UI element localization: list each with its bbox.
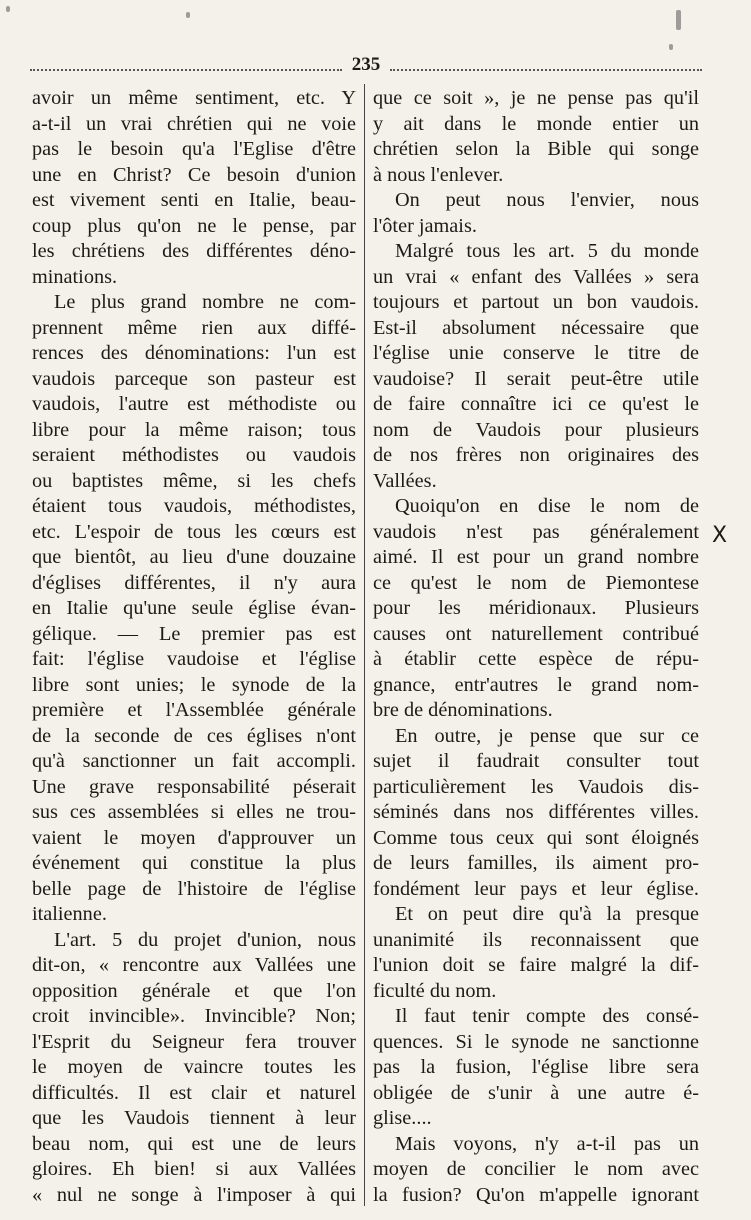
text-line: belle page de l'histoire de l'église [32, 877, 356, 900]
text-line: moyen de concilier le nom avec [373, 1158, 699, 1180]
text-line: Malgré tous les art. 5 du monde [395, 240, 699, 262]
text-line: à établir cette espèce de répu- [373, 648, 699, 670]
text-line: prennent même rien aux diffé- [32, 316, 356, 339]
text-line: beau nom, qui est une de leurs [32, 1132, 356, 1155]
text-line: italienne. [32, 903, 107, 925]
text-line: qu'à sanctionner un fait accompli. [32, 750, 356, 772]
text-line: Et on peut dire qu'à la presque [395, 903, 699, 925]
text-line: On peut nous l'envier, nous [395, 189, 699, 211]
text-line: unanimité ils reconnaissent que [373, 928, 699, 951]
text-line: difficultés. Il est clair et naturel [32, 1081, 356, 1104]
text-line: de nos frères non originaires des [373, 444, 699, 466]
text-line: bre de dénominations. [373, 699, 553, 721]
print-speck [186, 12, 190, 18]
text-line: aimé. Il est pour un grand nombre [373, 546, 699, 568]
text-line: croit invincible». Invincible? Non; [32, 1005, 356, 1027]
text-line: vaient le moyen d'approuver un [32, 826, 356, 849]
text-line: les chrétiens des différentes déno- [32, 240, 356, 262]
text-line: rences des dénominations: l'un est [32, 342, 356, 364]
page-number: 235 [351, 54, 381, 75]
text-line: chrétien selon la Bible qui songe [373, 138, 699, 160]
text-line: le moyen de vaincre toutes les [32, 1056, 356, 1078]
text-line: gnance, entr'autres le grand nom- [373, 673, 699, 696]
text-line: dit-on, « rencontre aux Vallées une [32, 954, 356, 976]
text-line: l'Esprit du Seigneur fera trouver [32, 1030, 356, 1053]
text-line: sus ces assemblées si elles ne trou- [32, 801, 356, 823]
text-line: En outre, je pense que sur ce [395, 724, 699, 747]
print-speck [669, 44, 673, 50]
text-line: Mais voyons, n'y a-t-il pas un [395, 1132, 699, 1155]
text-line: gloires. Eh bien! si aux Vallées [32, 1158, 356, 1180]
text-line: ou baptistes même, si les chefs [32, 469, 356, 492]
print-speck [6, 6, 10, 12]
text-line: de faire connaître ici ce qu'est le [373, 393, 699, 415]
text-line: vaudois n'est pas généralement [373, 520, 699, 543]
text-line: première et l'Assemblée générale [32, 699, 356, 721]
text-line: de la seconde de ces églises n'ont [32, 724, 356, 747]
text-line: fait: l'église vaudoise et l'église [32, 648, 356, 670]
text-line: causes ont naturellement contribué [373, 622, 699, 645]
text-line: opposition générale et que l'on [32, 979, 356, 1002]
text-line: a-t-il un vrai chrétien qui ne voie [32, 112, 356, 135]
text-line: une en Christ? Ce besoin d'union [32, 163, 356, 186]
text-line: fondément leur pays et leur église. [373, 877, 699, 900]
text-line: d'églises différentes, il n'y aura [32, 571, 356, 594]
text-line: etc. L'espoir de tous les cœurs est [32, 520, 356, 543]
text-line: particulièrement les Vaudois dis- [373, 775, 699, 798]
text-line: vaudois, l'autre est méthodiste ou [32, 393, 356, 415]
text-line: pour les méridionaux. Plusieurs [373, 597, 699, 619]
text-line: à nous l'enlever. [373, 163, 504, 186]
text-line: la fusion? Qu'on m'appelle ignorant [373, 1183, 699, 1206]
text-line: Le plus grand nombre ne com- [54, 291, 356, 313]
text-line: en Italie qu'une seule église évan- [32, 597, 356, 619]
text-line: est vivement senti en Italie, beau- [32, 189, 356, 211]
margin-annotation-mark: X [712, 523, 728, 548]
text-line: coup plus qu'on ne le pense, par [32, 214, 356, 237]
text-line: un vrai « enfant des Vallées » sera [373, 265, 699, 288]
text-line: « nul ne songe à l'imposer à qui [32, 1183, 356, 1206]
text-line: libre sont unies; le synode de la [32, 673, 356, 696]
text-line: avoir un même sentiment, etc. Y [32, 87, 356, 109]
left-column [32, 86, 356, 1208]
text-line: Comme tous ceux qui sont éloignés [373, 826, 699, 849]
right-column [373, 86, 699, 1208]
print-speck [676, 10, 681, 30]
text-line: pas le besoin qu'a l'Eglise d'être [32, 138, 356, 160]
text-line: ce qu'est le nom de Piemontese [373, 571, 699, 594]
text-line: l'ôter jamais. [373, 214, 477, 237]
text-line: seraient méthodistes ou vaudois [32, 444, 356, 466]
column-divider [364, 84, 365, 1206]
text-line: libre pour la même raison; tous [32, 418, 356, 441]
text-line: glise.... [373, 1107, 432, 1129]
text-line: vaudoise? Il serait peut-être utile [373, 367, 699, 390]
text-line: Il faut tenir compte des consé- [395, 1005, 699, 1027]
text-line: toujours et partout un bon vaudois. [373, 291, 699, 313]
text-line: séminés dans nos différentes villes. [373, 801, 699, 823]
text-line: ficulté du nom. [373, 979, 497, 1002]
text-line: Quoiqu'on en dise le nom de [395, 495, 699, 517]
text-line: y ait dans le monde entier un [373, 112, 699, 135]
text-line: vaudois parceque son pasteur est [32, 367, 356, 390]
text-line: événement qui constitue la plus [32, 852, 356, 874]
text-line: Est-il absolument nécessaire que [373, 316, 699, 339]
text-line: Vallées. [373, 469, 437, 492]
text-line: nom de Vaudois pour plusieurs [373, 418, 699, 441]
text-line: Une grave responsabilité péserait [32, 775, 356, 798]
text-line: étaient tous vaudois, méthodistes, [32, 495, 356, 517]
text-line: obligée de s'unir à une autre é- [373, 1081, 699, 1104]
text-line: pas la fusion, l'église libre sera [373, 1056, 699, 1078]
text-line: l'église unie conserve le titre de [373, 342, 699, 364]
text-line: gélique. — Le premier pas est [32, 622, 356, 645]
text-line: l'union doit se faire malgré la dif- [373, 954, 699, 976]
text-line: quences. Si le synode ne sanctionne [373, 1030, 699, 1053]
text-line: sujet il faudrait consulter tout [373, 750, 699, 772]
text-line: de leurs familles, ils aiment pro- [373, 852, 699, 874]
text-line: que bientôt, au lieu d'une douzaine [32, 546, 356, 568]
header-rule-right [390, 69, 702, 71]
page-header [30, 50, 702, 80]
text-line: minations. [32, 265, 118, 288]
text-line: que ce soit », je ne pense pas qu'il [373, 87, 699, 109]
text-line: L'art. 5 du projet d'union, nous [54, 928, 356, 951]
text-line: que les Vaudois tiennent à leur [32, 1107, 356, 1129]
